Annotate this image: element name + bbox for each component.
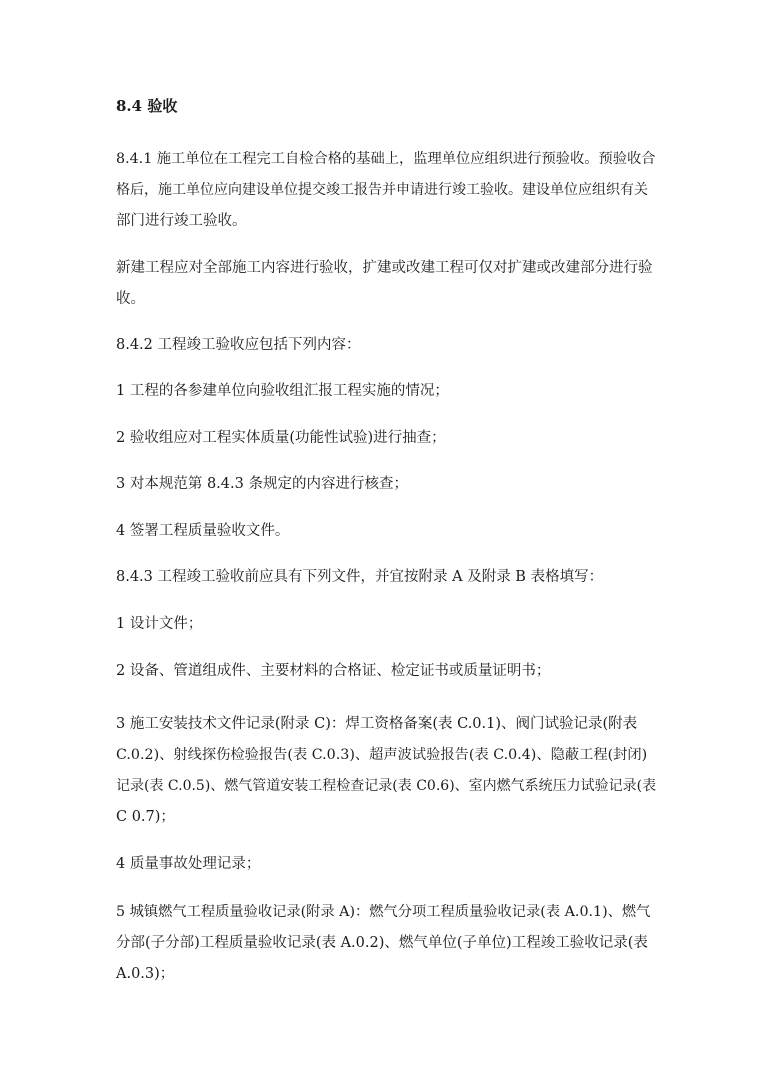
list-item-8-4-3-4 (116, 849, 651, 880)
paragraph-8-4-3 (116, 562, 651, 593)
text-line: 4 质量事故处理记录； (116, 856, 261, 872)
list-item-8-4-2-4 (116, 516, 651, 547)
text-line: C.0.2)、射线探伤检验报告(表 C.0.3)、超声波试验报告(表 C.0.4)、隐蔽工程(封闭) (116, 747, 648, 763)
paragraph-new-construction (116, 253, 651, 315)
text-line: 2 设备、管道组成件、主要材料的合格证、检定证书或质量证明书； (116, 663, 551, 679)
section-heading: 8.4 验收 (116, 97, 178, 115)
list-item-8-4-3-2 (116, 656, 651, 687)
paragraph-8-4-1 (116, 144, 656, 237)
text-line: 8.4.2 工程竣工验收应包括下列内容： (116, 337, 361, 353)
text-line: 3 对本规范第 8.4.3 条规定的内容进行核查； (116, 476, 408, 492)
text-line: 8.4.1 施工单位在工程完工自检合格的基础上，监理单位应组织进行预验收。预验收合 (116, 151, 656, 167)
text-line: 1 工程的各参建单位向验收组汇报工程实施的情况； (116, 383, 449, 399)
text-line: 记录(表 C.0.5)、燃气管道安装工程检查记录(表 C0.6)、室内燃气系统压力试验记录(表 (116, 778, 657, 794)
list-item-8-4-3-5 (116, 897, 651, 990)
text-line: 4 签署工程质量验收文件。 (116, 523, 290, 539)
text-line: A.0.3)； (116, 966, 175, 982)
text-line: 8.4.3 工程竣工验收前应具有下列文件，并宜按附录 A 及附录 B 表格填写： (116, 569, 604, 585)
text-line: 收。 (116, 291, 145, 307)
text-line: 格后，施工单位应向建设单位提交竣工报告并申请进行竣工验收。建设单位应组织有关 (116, 182, 648, 198)
text-line: 5 城镇燃气工程质量验收记录(附录 A)：燃气分项工程质量验收记录(表 A.0.1)、燃气 (116, 904, 651, 920)
text-line: 1 设计文件； (116, 616, 203, 632)
list-item-8-4-2-3 (116, 469, 651, 500)
text-line: 2 验收组应对工程实体质量(功能性试验)进行抽查； (116, 430, 446, 446)
text-line: 分部(子分部)工程质量验收记录(表 A.0.2)、燃气单位(子单位)工程竣工验收记录(表 (116, 935, 648, 951)
text-line: C 0.7)； (116, 809, 175, 825)
list-item-8-4-3-3 (116, 709, 657, 833)
list-item-8-4-2-2 (116, 423, 651, 454)
list-item-8-4-3-1 (116, 609, 651, 640)
list-item-8-4-2-1 (116, 376, 651, 407)
text-line: 3 施工安装技术文件记录(附录 C)：焊工资格备案(表 C.0.1)、阀门试验记录(附表 (116, 716, 638, 732)
text-line: 部门进行竣工验收。 (116, 213, 247, 229)
paragraph-8-4-2 (116, 330, 651, 361)
text-line: 新建工程应对全部施工内容进行验收，扩建或改建工程可仅对扩建或改建部分进行验 (116, 260, 653, 276)
